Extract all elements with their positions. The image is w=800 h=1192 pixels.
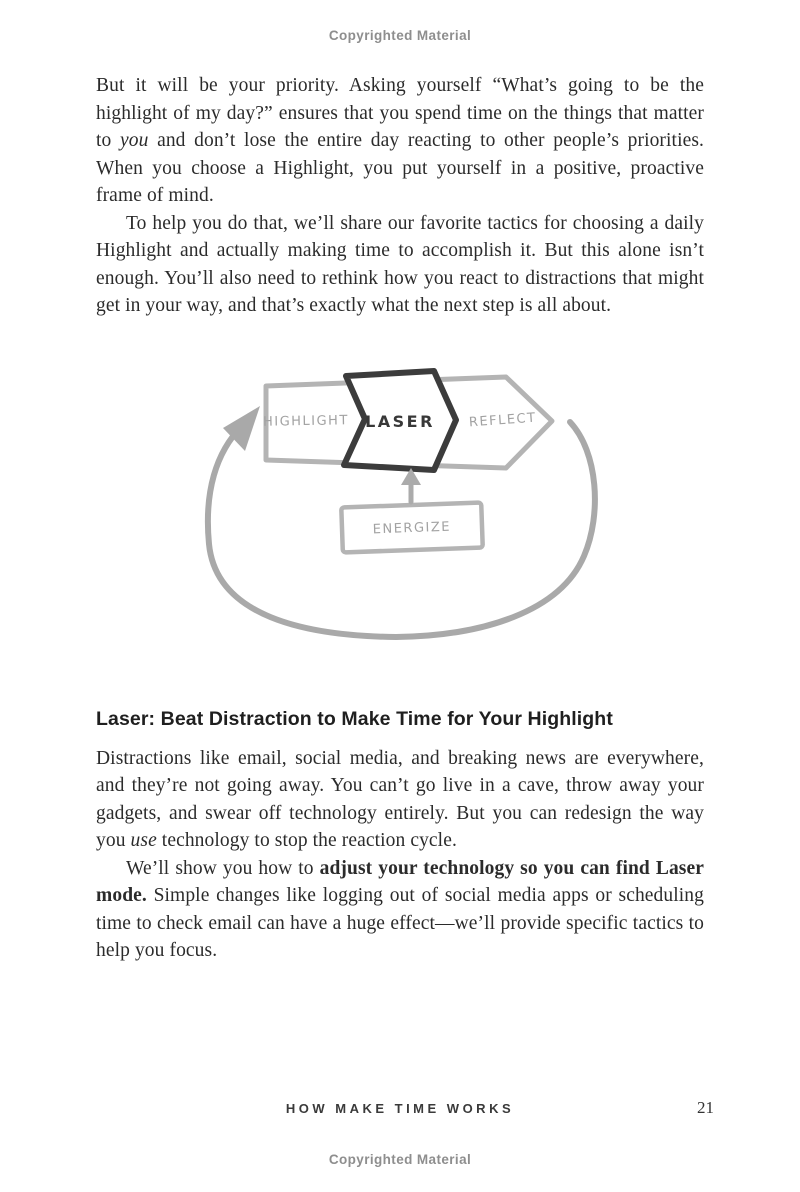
page-content bbox=[96, 72, 704, 965]
text-segment: and don’t lose the entire day reacting to other people’s priorities. When you choose a Highlight, you put yourself in a positive, proactive frame of mind. bbox=[96, 130, 704, 206]
paragraph bbox=[96, 72, 704, 210]
section-heading: Laser: Beat Distraction to Make Time for Your Highlight bbox=[96, 707, 613, 730]
energize-label: ENERGIZE bbox=[372, 519, 452, 537]
highlight-label: HIGHLIGHT bbox=[262, 412, 349, 430]
text-segment-bold: adjust your technology so you can find Laser mode. bbox=[96, 857, 705, 906]
running-footer: HOW MAKE TIME WORKS bbox=[285, 1101, 515, 1116]
text-segment: Distractions like email, social media, and breaking news are everywhere, and they’re not going away. You can’t go live in a cave, throw away your gadgets, and swear off technology entirely. But you can redesign the way you bbox=[96, 747, 704, 851]
text-segment: But it will be your priority. Asking yourself “What’s going to be the highlight of my day?” ensures that you spend time on the things that matter to bbox=[96, 75, 704, 151]
paragraph bbox=[96, 855, 704, 965]
page-footer bbox=[96, 1098, 714, 1122]
copyright-notice-bottom: Copyrighted Material bbox=[328, 1152, 472, 1167]
text-segment: We’ll show you how to bbox=[126, 857, 320, 879]
laser-label: LASER bbox=[365, 411, 435, 431]
text-segment-italic: use bbox=[130, 830, 157, 851]
reflect-label: REFLECT bbox=[468, 410, 538, 430]
paragraph bbox=[96, 745, 704, 855]
page-number: 21 bbox=[697, 1098, 714, 1117]
make-time-cycle-diagram bbox=[200, 364, 600, 654]
text-segment-italic: you bbox=[119, 130, 149, 151]
paragraph: To help you do that, we’ll share our favorite tactics for choosing a daily Highlight and actually making time to accomplish it. But this alone isn’t enough. You’ll also need to rethink how you react to distractions that might get in your way, and that’s exactly what the next step is all about. bbox=[96, 212, 704, 316]
copyright-notice-top: Copyrighted Material bbox=[328, 28, 472, 43]
text-segment: technology to stop the reaction cycle. bbox=[156, 830, 457, 851]
text-segment: Simple changes like logging out of social media apps or scheduling time to check email can have a huge effect—we’ll provide specific tactics to help you focus. bbox=[96, 885, 704, 961]
